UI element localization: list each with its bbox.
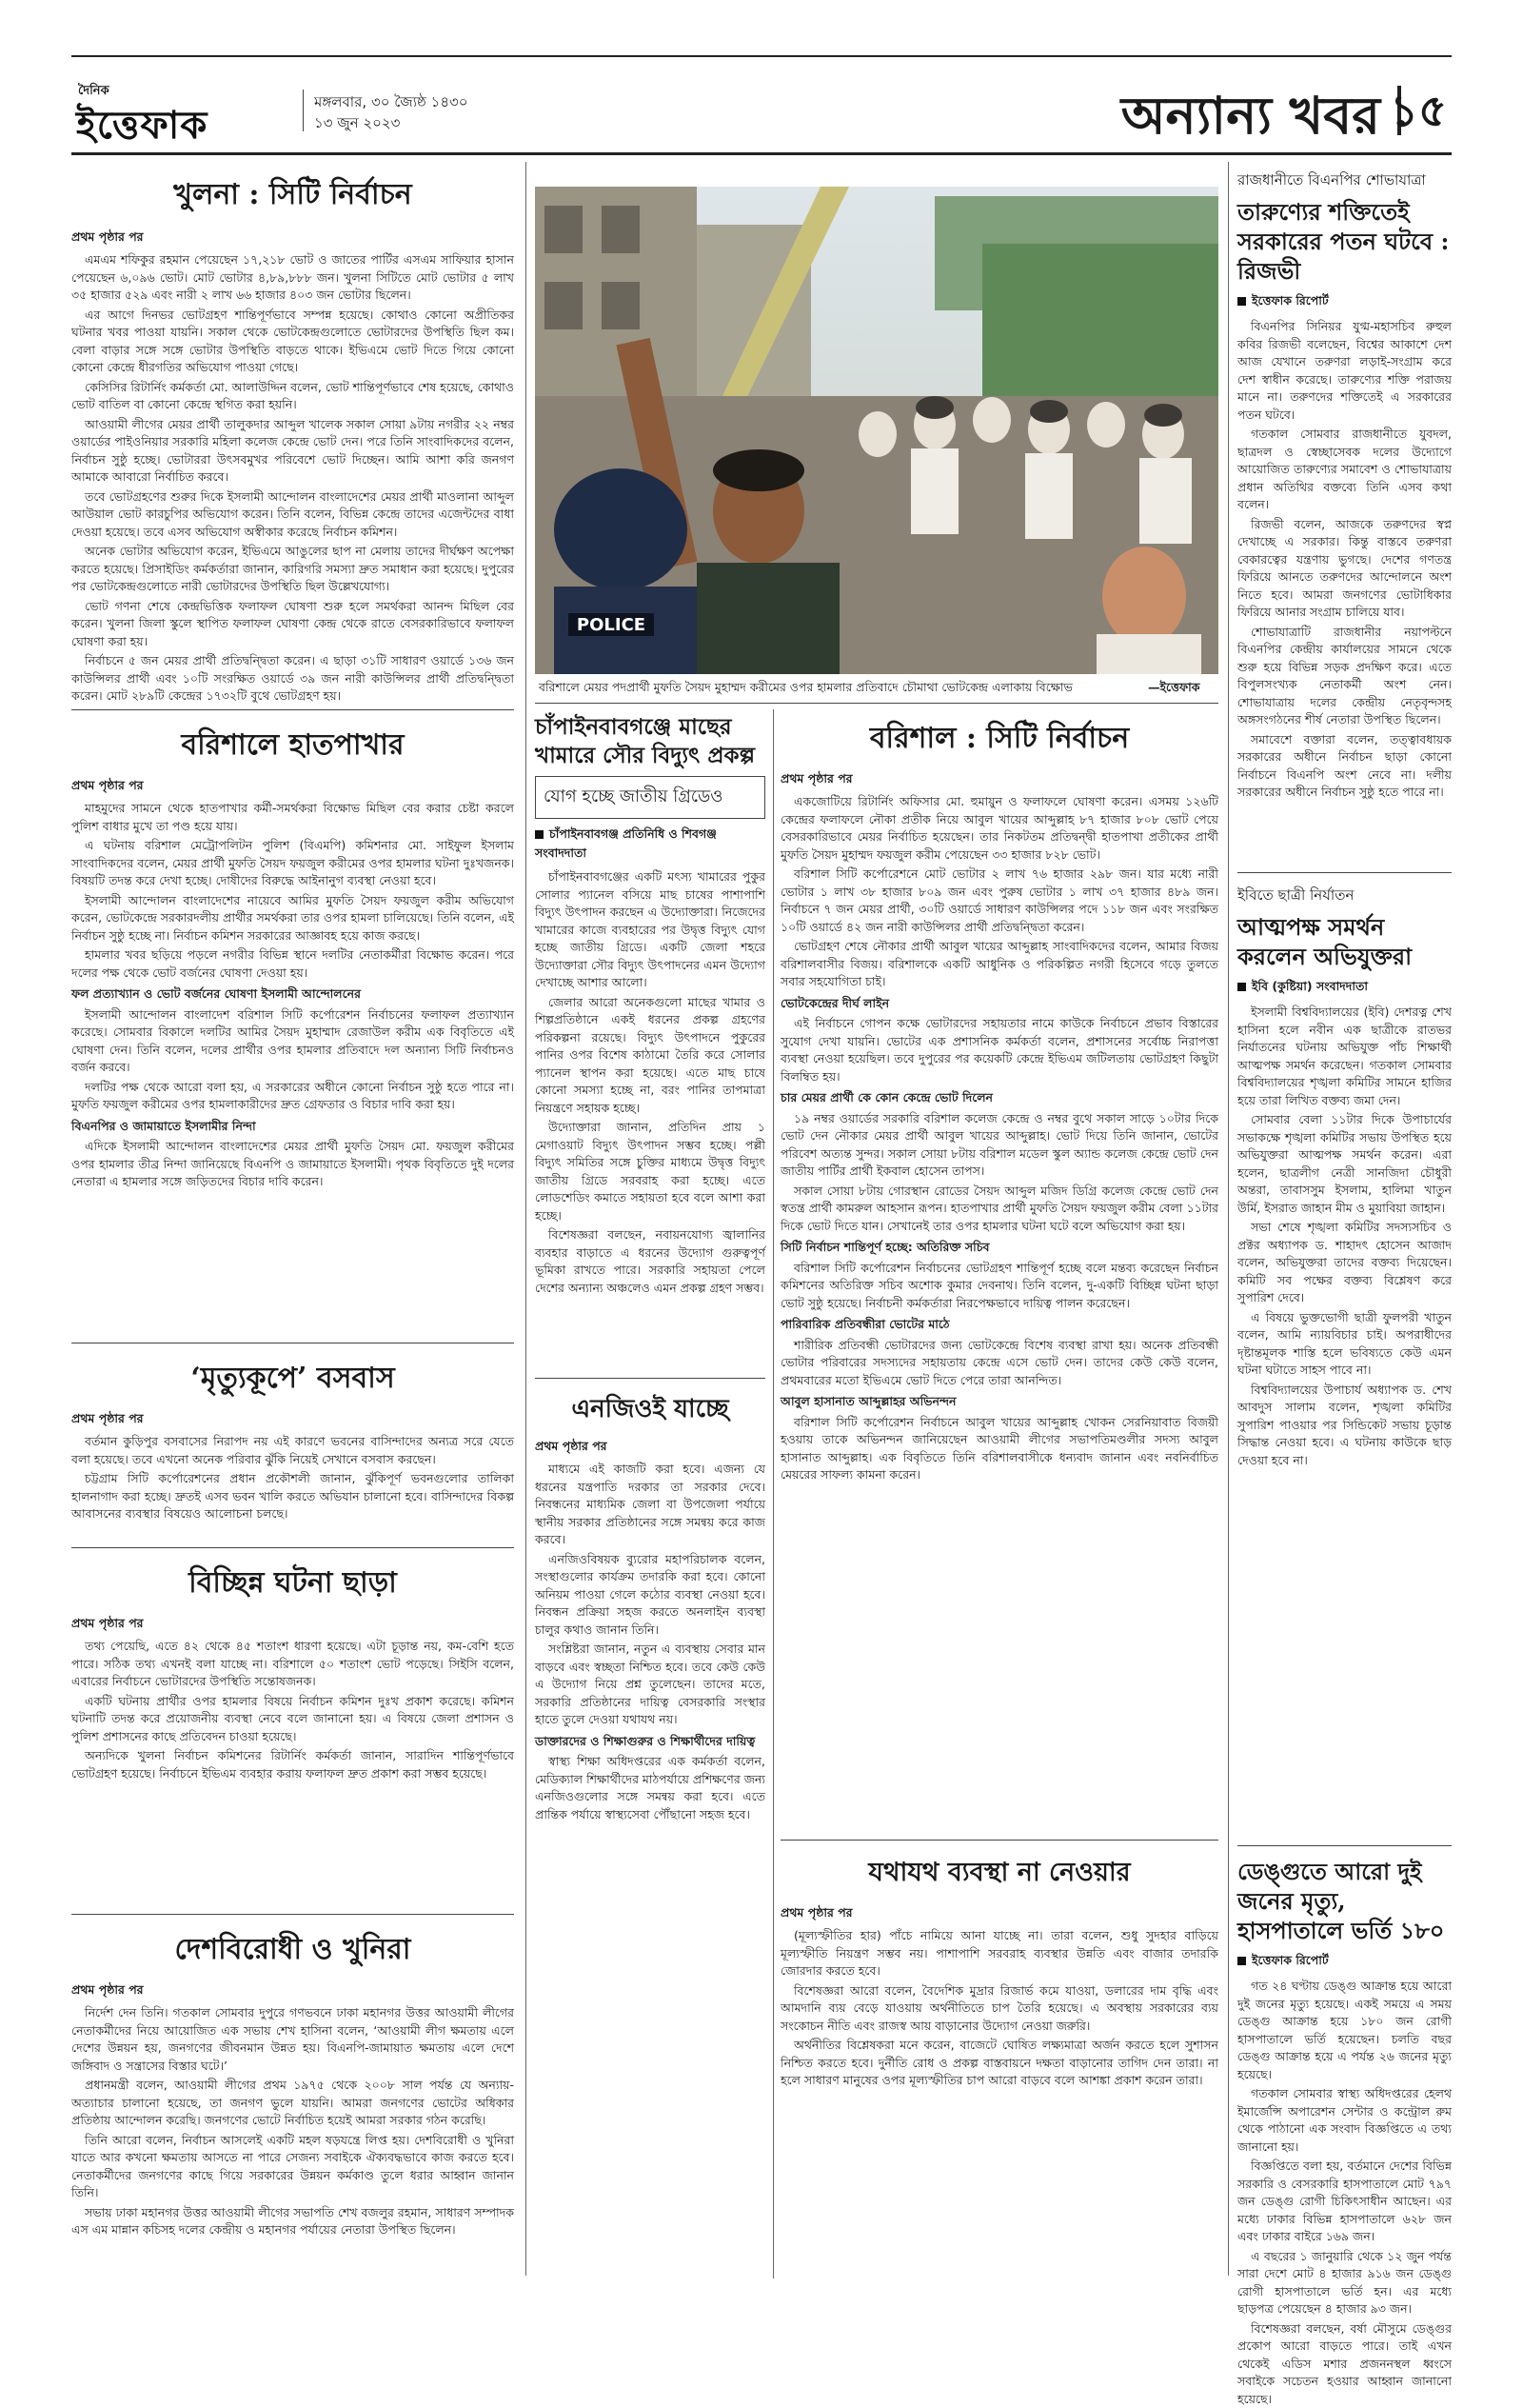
- paragraph: এ বিষয়ে ভুক্তভোগী ছাত্রী ফুলপরী খাতুন বলেন, আমি ন্যায়বিচার চাই। অপরাধীদের দৃষ্টান্তমূলক শাস্তি হলে ভবিষ্যতে কেউ এমন ঘটনা ঘটাতে সাহস পাবে না।: [1237, 1309, 1452, 1380]
- logo-small-text: দৈনিক: [78, 82, 109, 102]
- paragraph: গত ২৪ ঘণ্টায় ডেঙ্গু আক্রান্ত হয়ে আরো দুই জনের মৃত্যু হয়েছে। একই সময়ে এ সময় ডেঙ্গু আক্রান্ত হয়ে ১৮০ জন রোগী হাসপাতালে ভর্তি হয়েছেন। চলতি বছর ডেঙ্গু আক্রান্ত হয়ে এ পর্যন্ত ২৬ জনের মৃত্যু হয়েছে।: [1237, 1978, 1452, 2083]
- paragraph: সমাবেশে বক্তারা বলেন, তত্ত্বাবধায়ক সরকারের অধীনে নির্বাচন ছাড়া কোনো নির্বাচনে বিএনপি অংশ নেবে না। দলীয় সরকারের অধীনে নির্বাচন সুষ্ঠু হতে পারে না।: [1237, 731, 1452, 802]
- paragraph: গতকাল সোমবার রাজধানীতে যুবদল, ছাত্রদল ও স্বেচ্ছাসেবক দলের উদ্যোগে আয়োজিত তারুণ্যের সমাবেশ ও শোভাযাত্রায় প্রধান অতিথির বক্তব্যে তিনি এসব কথা বলেন।: [1237, 426, 1452, 514]
- police-vest-text: POLICE: [577, 615, 645, 635]
- paragraph: অনেক ভোটার অভিযোগ করেন, ইভিএমে আঙুলের ছাপ না মেলায় তাদের দীর্ঘক্ষণ অপেক্ষা করতে হয়েছে। প্রিসাইডিং কর্মকর্তারা জানান, কারিগরি সমস্যা দ্রুত সমাধান করা হয়েছে। দুপুরের পর ভোটকেন্দ্রগুলোতে নারী ভোটারদের উপস্থিতি ছিল উল্লেখযোগ্য।: [71, 543, 514, 596]
- body-solar: [535, 868, 765, 1344]
- paragraph: এমএম শফিকুর রহমান পেয়েছেন ১৭,২১৮ ভোট ও জাতের পার্টির এসএম সাফিয়ার হাসান পেয়েছেন ৬,০৯৬ ভোট। মোট ভোটার ৪,৮৯,৮৮৮ জন। খুলনা সিটিতে মোট ভোটার ৫ লাখ ৩৫ হাজার ৫২৯ এবং নারী ২ লাখ ৬৬ হাজার ৪০৩ জন ভোটার ছিলেন।: [71, 251, 514, 305]
- paragraph: ১৯ নম্বর ওয়ার্ডের সরকারি বরিশাল কলেজ কেন্দ্রে ও নম্বর বুথে সকাল সাড়ে ১০টার দিকে ভোট দেন নৌকার মেয়র প্রার্থী আবুল খায়ের আব্দুল্লাহ। ভোট দিয়ে তিনি জানান, ভোটের পরিবেশ অত্যন্ত সুন্দর। সকাল সোয়া ৮টায় বরিশাল মডেল স্কুল অ্যান্ড কলেজ কেন্দ্রে ভোট দেন জাতীয় পার্টির প্রার্থী ইকবাল হোসেন তাপস।: [781, 1110, 1218, 1181]
- kicker-death-well: প্রথম পৃষ্ঠার পর: [71, 1411, 514, 1430]
- square-bullet-icon: [1237, 983, 1246, 991]
- left-column: [71, 162, 514, 2285]
- body-treason: [71, 2004, 514, 2239]
- paragraph: ইসলামী বিশ্ববিদ্যালয়ের (ইবি) দেশরত্ন শেখ হাসিনা হলে নবীন এক ছাত্রীকে রাতভর নির্যাতনের ঘটনায় অভিযুক্ত পাঁচ শিক্ষার্থী আত্মপক্ষ সমর্থন করেছেন। গতকাল সোমবার বিশ্ববিদ্যালয়ের শৃঙ্খলা কমিটির সামনে হাজির হয়ে তারা লিখিত বক্তব্য জমা দেন।: [1237, 1004, 1452, 1109]
- paragraph: বরিশাল সিটি কর্পোরেশন নির্বাচনে আবুল খায়ের আব্দুল্লাহ খোকন সেরনিয়াবাত বিজয়ী হওয়ায় তাকে অভিনন্দন জানিয়েছেন আওয়ামী লীগের সভাপতিমণ্ডলীর সদস্য আবুল হাসানাত আব্দুল্লাহ। এক বিবৃতিতে তিনি বরিশালবাসীকে ধন্যবাদ জানান এবং নবনির্বাচিত মেয়রের সাফল্য কামনা করেন।: [781, 1414, 1218, 1484]
- divider: [781, 1840, 1218, 1841]
- paragraph: এই নির্বাচনে গোপন কক্ষে ভোটারদের সহায়তার নামে কাউকে নির্বাচনে প্রভাব বিস্তারের সুযোগ দেখা যায়নি। ভোটের এক প্রশাসনিক কর্মকর্তা বলেন, প্রশাসনের সর্বোচ্চ নিরাপত্তা ব্যবস্থা নেওয়া হয়েছিল। তবে দুপুরের পর কয়েকটি কেন্দ্রে ইভিএম জটিলতায় ভোটগ্রহণ কিছুটা বিলম্বিত হয়।: [781, 1015, 1218, 1085]
- dateline-en: ১৩ জুন ২০২৩: [314, 112, 400, 136]
- paragraph: বিশেষজ্ঞরা বলছেন, বর্ষা মৌসুমে ডেঙ্গুর প্রকোপ আরো বাড়তে পারে। তাই এখন থেকেই এডিস মশার প্রজননস্থল ধ্বংসে সবাইকে সচেতন হওয়ার আহ্বান জানানো হয়েছে।: [1237, 2320, 1452, 2408]
- byline-ibi: [1237, 979, 1452, 998]
- paragraph: শারীরিক প্রতিবন্ধী ভোটারদের জন্য ভোটকেন্দ্রে বিশেষ ব্যবস্থা রাখা হয়। অনেক প্রতিবন্ধী ভোটার পরিবারের সদস্যদের সহায়তায় কেন্দ্রে এসে ভোট দেন। তাদের কেউ কেউ বলেন, প্রথমবারের মতো ইভিএমে ভোট দিতে পেরে তারা আনন্দিত।: [781, 1337, 1218, 1390]
- subhead: বিএনপির ও জামায়াতে ইসলামীর নিন্দা: [71, 1118, 514, 1136]
- paragraph: (মূল্যস্ফীতির হার) পাঁচে নামিয়ে আনা যাচ্ছে না। তারা বলেন, শুধু সুদহার বাড়িয়ে মূল্যস্ফীতি নিয়ন্ত্রণ সম্ভব নয়। পাশাপাশি সরবরাহ ব্যবস্থার উন্নতি এবং বাজার তদারকি জোরদার করতে হবে।: [781, 1927, 1218, 1980]
- paragraph: অর্থনীতির বিশ্লেষকরা মনে করেন, বাজেটে ঘোষিত লক্ষ্যমাত্রা অর্জন করতে হলে সুশাসন নিশ্চিত করতে হবে। দুর্নীতি রোধ ও প্রকল্প বাস্তবায়নে দক্ষতা বাড়ানোর তাগিদ দেন তারা। না হলে সাধারণ মানুষের ওপর মূল্যস্ফীতির চাপ আরো বাড়বে বলে আশঙ্কা প্রকাশ করেন তারা।: [781, 2037, 1218, 2090]
- paragraph: নির্দেশ দেন তিনি। গতকাল সোমবার দুপুরে গণভবনে ঢাকা মহানগর উত্তর আওয়ামী লীগের নেতাকর্মীদের নিয়ে আয়োজিত এক সভায় শেখ হাসিনা বলেন, ‘আওয়ামী লীগ ক্ষমতায় এলে দেশের উন্নয়ন হয়, জনগণের জীবনমান উন্নত হয়। বিএনপি-জামায়াত ক্ষমতায় এলে দেশে জঙ্গিবাদ ও সন্ত্রাসের বিস্তার ঘটে।’: [71, 2004, 514, 2075]
- paragraph: আওয়ামী লীগের মেয়র প্রার্থী তালুকদার আব্দুল খালেক সকাল সোয়া ৯টায় নগরীর ২২ নম্বর ওয়ার্ডের পাইওনিয়ার সরকারি মহিলা কলেজ কেন্দ্রে ভোট দেন। পরে তিনি সাংবাদিকদের বলেন, নির্বাচন সুষ্ঠু হচ্ছে। ভোটাররা উৎসবমুখর পরিবেশে ভোট দিচ্ছেন। আমি আশা করি জনগণ আমাকে আবারো নির্বাচিত করবে।: [71, 416, 514, 487]
- masthead-bottom-rule: [71, 152, 1452, 155]
- headline-proper-measures: যথাযথ ব্যবস্থা না নেওয়ার: [781, 1853, 1218, 1896]
- paragraph: সকাল সোয়া ৮টায় গোরস্থান রোডের সৈয়দ আব্দুল মজিদ ডিগ্রি কলেজ কেন্দ্রে ভোট দেন স্বতন্ত্র প্রার্থী কামরুল আহসান রূপন। হাতপাখার প্রার্থী মুফতি সৈয়দ ফয়জুল করীম বেলা ১১টার দিকে ভোট দিতে যান। সেখানেই তার ওপর হামলার ঘটনা ঘটে বলে অভিযোগ করা হয়।: [781, 1183, 1218, 1236]
- article-treason: [71, 1919, 514, 2285]
- divider: [535, 703, 1218, 704]
- paragraph: হামলার খবর ছড়িয়ে পড়লে নগরীর বিভিন্ন স্থানে দলটির নেতাকর্মীরা বিক্ষোভ করেন। পরে দলের পক্ষ থেকে ভোট বর্জনের ঘোষণা দেওয়া হয়।: [71, 946, 514, 982]
- headline-ngo: এনজিওই যাচ্ছে: [535, 1389, 765, 1431]
- column-rule: [1228, 162, 1229, 2276]
- article-khulna: [71, 171, 514, 714]
- column-rule: [773, 709, 774, 2279]
- article-proper-measures: [781, 1845, 1218, 2279]
- kicker-scattered: প্রথম পৃষ্ঠার পর: [71, 1616, 514, 1635]
- paragraph: বিজ্ঞপ্তিতে বলা হয়, বর্তমানে দেশের বিভিন্ন সরকারি ও বেসরকারি হাসপাতালে মোট ৭৯৭ জন ডেঙ্গু রোগী চিকিৎসাধীন আছেন। এর মধ্যে ঢাকার বিভিন্ন হাসপাতালে ৬২৮ জন এবং ঢাকার বাইরে ১৬৯ জন।: [1237, 2158, 1452, 2246]
- paragraph: মাহমুদের সামনে থেকে হাতপাখার কর্মী-সমর্থকরা বিক্ষোভ মিছিল বের করার চেষ্টা করলে পুলিশ বাধার মুখে তা পণ্ড হয়ে যায়।: [71, 800, 514, 835]
- paragraph: নির্বাচনে ৫ জন মেয়র প্রার্থী প্রতিদ্বন্দ্বিতা করেন। এ ছাড়া ৩১টি সাধারণ ওয়ার্ডে ১৩৬ জন কাউন্সিলর প্রার্থী এবং ১০টি সংরক্ষিত ওয়ার্ডে ৩৯ জন নারী কাউন্সিলর প্রার্থী প্রতিদ্বন্দ্বিতা করেন। মোট ২৮৯টি কেন্দ্রের ১৭৩২টি বুথে ভোটগ্রহণ হয়।: [71, 652, 514, 706]
- paragraph: বিএনপির সিনিয়র যুগ্ম-মহাসচিব রুহুল কবির রিজভী বলেছেন, বিশ্বের আকাশে দেশ আজ যেখানে তরুণরা লড়াই-সংগ্রাম করে দেশ স্বাধীন করেছে। তারুণ্যের শক্তি পরাজয় মানে না। তরুণদের শক্তিতেই এ সরকারের পতন ঘটবে।: [1237, 318, 1452, 424]
- paragraph: বিশেষজ্ঞরা আরো বলেন, বৈদেশিক মুদ্রার রিজার্ভ কমে যাওয়া, ডলারের দাম বৃদ্ধি এবং আমদানি ব্যয় বেড়ে যাওয়ায় অর্থনীতিতে চাপ তৈরি হয়েছে। এ অবস্থায় সরকারের ব্যয় সংকোচন নীতি এবং রাজস্ব আয় বাড়ানোর উদ্যোগ নেওয়া জরুরি।: [781, 1982, 1218, 2036]
- photo-credit: —ইত্তেফাক: [1148, 680, 1199, 699]
- kicker-ibi: ইবিতে ছাত্রী নির্যাতন: [1237, 885, 1452, 908]
- paragraph: জেলার আরো অনেকগুলো মাছের খামার ও শিল্পপ্রতিষ্ঠানে একই ধরনের প্রকল্প গ্রহণের পরিকল্পনা রয়েছে। বিদ্যুৎ উৎপাদনে পুকুরের পানির ওপর বিশেষ কাঠামো তৈরি করে সোলার প্যানেল স্থাপন করা হয়েছে। এতে মাছ চাষে কোনো সমস্যা হচ্ছে না, বরং পানির তাপমাত্রা নিয়ন্ত্রণে সহায়ক হচ্ছে।: [535, 994, 765, 1118]
- body-barishal-city: [781, 793, 1218, 1484]
- subhead: ভোটকেন্দ্রের দীর্ঘ লাইন: [781, 995, 1218, 1013]
- paragraph: মাধ্যমে এই কাজটি করা হবে। এজন্য যে ধরনের যন্ত্রপাতি দরকার তা সরকার দেবে। নিবন্ধনের মাধ্যমিক জেলা বা উপজেলা পর্যায়ে স্থানীয় সরকার প্রতিষ্ঠানের সঙ্গে সমন্বয় করে কাজ করবে।: [535, 1461, 765, 1549]
- paragraph: বরিশাল সিটি কর্পোরেশন নির্বাচনের ভোটগ্রহণ শান্তিপূর্ণ হচ্ছে বলে মন্তব্য করেছেন নির্বাচন কমিশনের অতিরিক্ত সচিব অশোক কুমার দেবনাথ। তিনি বলেন, দু-একটি বিচ্ছিন্ন ঘটনা ছাড়া ভোট সুষ্ঠু হয়েছে। নির্বাচনী কর্মকর্তারা নিরপেক্ষভাবে দায়িত্ব পালন করেছেন।: [781, 1260, 1218, 1313]
- subhead: সিটি নির্বাচন শান্তিপূর্ণ হচ্ছে: অতিরিক্ত সচিব: [781, 1239, 1218, 1257]
- article-barishal-fan: [71, 714, 514, 1338]
- kicker-proper-measures: প্রথম পৃষ্ঠার পর: [781, 1905, 1218, 1924]
- byline-text: ইত্তেফাক রিপোর্ট: [1252, 293, 1329, 308]
- headline-barishal-city: বরিশাল : সিটি নির্বাচন: [781, 715, 1218, 764]
- page-number: ১৫: [1390, 78, 1447, 150]
- kicker-treason: প্রথম পৃষ্ঠার পর: [71, 1982, 514, 2001]
- body-ibi: [1237, 1004, 1452, 1469]
- byline-text: ইবি (কুষ্টিয়া) সংবাদদাতা: [1252, 979, 1368, 993]
- paragraph: প্রধানমন্ত্রী বলেন, আওয়ামী লীগের প্রথম ১৯৭৫ থেকে ২০০৮ সাল পর্যন্ত যে অন্যায়-অত্যাচার চালানো হয়েছে, তা জনগণ ভুলে যায়নি। আমরা জনগণের ভোটের অধিকার প্রতিষ্ঠায় আন্দোলন করেছি। জনগণের ভোটে নির্বাচিত হয়েই আমরা সরকার গঠন করেছি।: [71, 2077, 514, 2130]
- subhead: ডাক্তারদের ও শিক্ষাগুরুর ও শিক্ষার্থীদের দায়িত্ব: [535, 1733, 765, 1751]
- byline-dengue: [1237, 1953, 1452, 1972]
- headline-treason: দেশবিরোধী ও খুনিরা: [71, 1926, 514, 1975]
- headline-solar: চাঁপাইনবাবগঞ্জে মাছের খামারে সৌর বিদ্যুৎ প্রকল্প: [535, 713, 765, 770]
- paragraph: এ ঘটনায় বরিশাল মেট্রোপলিটন পুলিশ (বিএমপি) কমিশনার মো. সাইফুল ইসলাম সাংবাদিকদের বলেন, মেয়র প্রার্থী মুফতি সৈয়দ ফয়জুল করীমের ওপর হামলার ঘটনা দুঃখজনক। বিষয়টি তদন্ত করে দেখা হচ্ছে। দোষীদের বিরুদ্ধে আইনানুগ ব্যবস্থা নেওয়া হবে।: [71, 837, 514, 890]
- paragraph: এর আগে দিনভর ভোটগ্রহণ শান্তিপূর্ণভাবে সম্পন্ন হয়েছে। কোথাও কোনো অপ্রীতিকর ঘটনার খবর পাওয়া যায়নি। সকাল থেকে ভোটকেন্দ্রগুলোতে ভোটারদের উপস্থিতি ছিল কম। বেলা বাড়ার সঙ্গে সঙ্গে ভোটার উপস্থিতি বাড়তে থাকে। ইভিএমে ভোট দিতে গিয়ে কোনো কোনো কেন্দ্রে ধীরগতির অভিযোগ পাওয়া গেছে।: [71, 307, 514, 377]
- square-bullet-icon: [1237, 297, 1246, 306]
- top-rule: [71, 55, 1452, 57]
- byline-bnp: [1237, 293, 1452, 312]
- dateline-bn: মঙ্গলবার, ৩০ জ্যৈষ্ঠ ১৪৩০: [314, 91, 468, 115]
- paragraph: বরিশাল সিটি কর্পোরেশনে মোট ভোটার ২ লাখ ৭৬ হাজার ২৯৮ জন। যার মধ্যে নারী ভোটার ১ লাখ ৩৮ হাজার ৮০৯ জন এবং পুরুষ ভোটার ১ লাখ ৩৭ হাজার ৪৮৯ জন। নির্বাচনে ৭ জন মেয়র প্রার্থী, ৩০টি ওয়ার্ডে সাধারণ কাউন্সিলর পদে ১১৮ জন এবং সংরক্ষিত ১০টি ওয়ার্ডে ৪২ জন নারী কাউন্সিলর প্রার্থী প্রতিদ্বন্দ্বিতা করেন।: [781, 866, 1218, 936]
- headline-khulna: খুলনা : সিটি নির্বাচন: [71, 171, 514, 220]
- headline-barishal-fan: বরিশালে হাতপাখার: [71, 722, 514, 770]
- paragraph: এনজিওবিষয়ক ব্যুরোর মহাপরিচালক বলেন, সংস্থাগুলোর কার্যক্রম তদারকি করা হবে। কোনো অনিয়ম পাওয়া গেলে কঠোর ব্যবস্থা নেওয়া হবে। নিবন্ধন প্রক্রিয়া সহজ করতে অনলাইন ব্যবস্থা চালুর কথাও জানান তিনি।: [535, 1551, 765, 1640]
- protest-photo-illustration: [535, 187, 1218, 674]
- article-ibi: [1237, 879, 1452, 1841]
- right-column: [1237, 169, 1452, 2279]
- body-dengue: [1237, 1978, 1452, 2408]
- kicker-barishal-city: প্রথম পৃষ্ঠার পর: [781, 771, 1218, 790]
- section-title: অন্যান্য খবর: [1121, 76, 1380, 162]
- paragraph: ভোট গণনা শেষে কেন্দ্রভিত্তিক ফলাফল ঘোষণা শুরু হলে সমর্থকরা আনন্দ মিছিল বের করেন। খুলনা জিলা স্কুলে স্থাপিত ফলাফল ঘোষণা কেন্দ্র থেকে রাতে বেসরকারিভাবে ফলাফল ঘোষণা করা হয়।: [71, 598, 514, 651]
- paragraph: ভোটগ্রহণ শেষে নৌকার প্রার্থী আবুল খায়ের আব্দুল্লাহ সাংবাদিকদের বলেন, আমার বিজয় বরিশালবাসীর বিজয়। বরিশালকে একটি আধুনিক ও পরিকল্পিত নগরী হিসেবে গড়ে তুলতে সবার সহযোগিতা চাই।: [781, 938, 1218, 991]
- body-ngo: [535, 1461, 765, 1823]
- article-bnp: [1237, 169, 1452, 869]
- column-rule: [525, 162, 526, 2276]
- article-dengue: [1237, 1853, 1452, 2277]
- kicker-khulna: প্রথম পৃষ্ঠার পর: [71, 229, 514, 249]
- masthead-divider: [303, 90, 304, 131]
- paragraph: বিশ্ববিদ্যালয়ের উপাচার্য অধ্যাপক ড. শেখ আবদুস সালাম বলেন, শৃঙ্খলা কমিটির সুপারিশ পাওয়ার পর সিন্ডিকেট সভায় চূড়ান্ত সিদ্ধান্ত নেওয়া হবে। এ ঘটনায় কাউকে ছাড় দেওয়া হবে না।: [1237, 1382, 1452, 1470]
- paragraph: শোভাযাত্রাটি রাজধানীর নয়াপল্টনে বিএনপির কেন্দ্রীয় কার্যালয়ের সামনে থেকে শুরু হয়ে বিভিন্ন সড়ক প্রদক্ষিণ করে। এতে বিপুলসংখ্যক নেতাকর্মী অংশ নেন। শোভাযাত্রায় দলের কেন্দ্রীয় নেতৃবৃন্দসহ অঙ্গসংগঠনের শীর্ষ নেতারা উপস্থিত ছিলেন।: [1237, 624, 1452, 729]
- subhead: আবুল হাসানাত আব্দুল্লাহর অভিনন্দন: [781, 1393, 1218, 1411]
- byline-text: চাঁপাইনবাবগঞ্জ প্রতিনিধি ও শিবগঞ্জ সংবাদদাতা: [535, 826, 717, 860]
- subhead: চার মেয়র প্রার্থী কে কোন কেন্দ্রে ভোট দিলেন: [781, 1089, 1218, 1107]
- paragraph: স্বাস্থ্য শিক্ষা অধিদপ্তরের এক কর্মকর্তা বলেন, মেডিক্যাল শিক্ষার্থীদের মাঠপর্যায়ে প্রশিক্ষণের জন্য এনজিওগুলোর সঙ্গে সমন্বয় করা হবে। এতে প্রান্তিক পর্যায়ে স্বাস্থ্যসেবা পৌঁছানো সহজ হবে।: [535, 1753, 765, 1823]
- paragraph: এদিকে ইসলামী আন্দোলন বাংলাদেশের মেয়র প্রার্থী মুফতি সৈয়দ মো. ফয়জুল করীমের ওপর হামলার তীব্র নিন্দা জানিয়েছে বিএনপি ও জামায়াতে ইসলামী। পৃথক বিবৃতিতে দুই দলের নেতারা এ হামলার সঙ্গে জড়িতদের বিচার দাবি করেন।: [71, 1138, 514, 1191]
- subhead: ফল প্রত্যাখ্যান ও ভোট বর্জনের ঘোষণা ইসলামী আন্দোলনের: [71, 985, 514, 1004]
- headline-bnp: তারুণ্যের শক্তিতেই সরকারের পতন ঘটবে : রিজভী: [1237, 197, 1452, 286]
- paragraph: সংশ্লিষ্টরা জানান, নতুন এ ব্যবস্থায় সেবার মান বাড়বে এবং স্বচ্ছতা নিশ্চিত হবে। তবে কেউ কেউ এ উদ্যোগ নিয়ে প্রশ্ন তুলেছেন। তাদের মতে, সরকারি প্রতিষ্ঠানের দায়িত্ব বেসরকারি সংস্থার হাতে তুলে দেওয়া যথাযথ নয়।: [535, 1641, 765, 1729]
- headline-death-well: ‘মৃত্যুকূপে’ বসবাস: [71, 1355, 514, 1403]
- paragraph: গতকাল সোমবার স্বাস্থ্য অধিদপ্তরের হেলথ ইমার্জেন্সি অপারেশন সেন্টার ও কন্ট্রোল রুম থেকে পাঠানো এক সংবাদ বিজ্ঞপ্তিতে এ তথ্য জানানো হয়।: [1237, 2085, 1452, 2156]
- paragraph: সোমবার বেলা ১১টার দিকে উপাচার্যের সভাকক্ষে শৃঙ্খলা কমিটির সভায় উপস্থিত হয়ে অভিযুক্তরা আত্মপক্ষ সমর্থন করেন। এরা হলেন, ছাত্রলীগ নেত্রী সানজিদা চৌধুরী অন্তরা, তাবাসসুম ইসলাম, হালিমা খাতুন উর্মি, ইসরাত জাহান মীম ও মুয়াবিয়া জাহান।: [1237, 1111, 1452, 1217]
- photo-caption: বরিশালে মেয়র পদপ্রার্থী মুফতি সৈয়দ মুহাম্মদ করীমের ওপর হামলার প্রতিবাদে চৌমাথা ভোটকেন্দ্র এলাকায় বিক্ষোভ: [539, 680, 1129, 699]
- paragraph: দলটির পক্ষ থেকে আরো বলা হয়, এ সরকারের অধীনে কোনো নির্বাচন সুষ্ঠু হতে পারে না। মুফতি ফয়জুল করীমের ওপর হামলাকারীদের দ্রুত গ্রেফতার ও বিচার দাবি করা হয়।: [71, 1079, 514, 1114]
- paragraph: চাঁপাইনবাবগঞ্জের একটি মৎস্য খামারের পুকুর সোলার প্যানেল বসিয়ে মাছ চাষের পাশাপাশি বিদ্যুৎ উৎপাদন করছেন এ উদ্যোক্তারা। নিজেদের খামারের কাজে ব্যবহারের পর উদ্বৃত্ত বিদ্যুৎ যোগ হচ্ছে জাতীয় গ্রিডে। একটি জেলা শহরে উদ্যোক্তারা সৌর বিদ্যুৎ উৎপাদনের এমন উদ্যোগ দেখাচ্ছে আশার আলো।: [535, 868, 765, 992]
- center-right-column: [781, 709, 1218, 1928]
- body-barishal-fan: [71, 800, 514, 1191]
- divider: [535, 1378, 765, 1379]
- kicker-bnp: রাজধানীতে বিএনপির শোভাযাত্রা: [1237, 169, 1452, 193]
- paragraph: তবে ভোটগ্রহণের শুরুর দিকে ইসলামী আন্দোলন বাংলাদেশের মেয়র প্রার্থী মাওলানা আব্দুল আউয়াল ভোট কারচুপির অভিযোগ করেন। তিনি বলেন, বিভিন্ন কেন্দ্রে তাদের এজেন্টদের বাধা দেওয়া হয়েছে। তবে এসব অভিযোগ অস্বীকার করেছে নির্বাচন কমিশন।: [71, 488, 514, 542]
- article-death-well: [71, 1347, 514, 1542]
- logo-text: ইত্তেফাক: [76, 95, 208, 159]
- paragraph: বর্তমান কুড়িপুর বসবাসের নিরাপদ নয় এই কারণে ভবনের বাসিন্দাদের অন্যত্র সরে যেতে বলা হয়েছে। তবে এখনো অনেক পরিবার ঝুঁকি নিয়েই সেখানে বসবাস করছেন।: [71, 1433, 514, 1468]
- paragraph: একজোটিয়ে রিটার্নিং অফিসার মো. হুমায়ুন ও ফলাফলে ঘোষণা করেন। এসময় ১২৬টি কেন্দ্রের ফলাফলে নৌকা প্রতীক নিয়ে আবুল খায়ের আব্দুল্লাহ ৮৭ হাজার ৮০৮ ভোট পেয়ে বেসরকারিভাবে মেয়র নির্বাচিত হয়েছেন। তার নিকটতম প্রতিদ্বন্দ্বী হাতপাখা প্রতীকের প্রার্থী মুফতি সৈয়দ মুহাম্মদ ফয়জুল করীম পেয়েছেন ৩৩ হাজার ৮২৮ ভোট।: [781, 793, 1218, 864]
- paragraph: তিনি আরো বলেন, নির্বাচন আসলেই একটি মহল ষড়যন্ত্রে লিপ্ত হয়। দেশবিরোধী ও খুনিরা যাতে আর কখনো ক্ষমতায় আসতে না পারে সেজন্য সবাইকে ঐক্যবদ্ধভাবে কাজ করতে হবে। নেতাকর্মীদের জনগণের কাছে গিয়ে সরকারের উন্নয়ন কর্মকাণ্ড তুলে ধরার আহ্বান জানান তিনি।: [71, 2132, 514, 2202]
- subhead: পারিবারিক প্রতিবন্ধীরা ভোটের মাঠে: [781, 1316, 1218, 1334]
- divider: [1237, 1845, 1452, 1846]
- center-left-column: [535, 709, 765, 2279]
- divider: [71, 1914, 514, 1915]
- byline-text: ইত্তেফাক রিপোর্ট: [1252, 1953, 1329, 1967]
- body-bnp: [1237, 318, 1452, 802]
- headline-ibi: আত্মপক্ষ সমর্থন করলেন অভিযুক্তরা: [1237, 912, 1452, 971]
- article-ngo: [535, 1385, 765, 2271]
- paragraph: চট্টগ্রাম সিটি কর্পোরেশনের প্রধান প্রকৌশলী জানান, ঝুঁকিপূর্ণ ভবনগুলোর তালিকা হালনাগাদ করা হচ্ছে। দ্রুতই এসব ভবন খালি করতে অভিযান চালানো হবে। বাসিন্দাদের বিকল্প আবাসনের ব্যবস্থার বিষয়েও আলোচনা চলছে।: [71, 1470, 514, 1523]
- body-proper-measures: [781, 1927, 1218, 2090]
- paragraph: সভায় ঢাকা মহানগর উত্তর আওয়ামী লীগের সভাপতি শেখ বজলুর রহমান, সাধারণ সম্পাদক এস এম মান্নান কচিসহ দলের কেন্দ্রীয় ও মহানগর পর্যায়ের নেতারা উপস্থিত ছিলেন।: [71, 2204, 514, 2239]
- square-bullet-icon: [1237, 1957, 1246, 1965]
- paragraph: বিশেষজ্ঞরা বলছেন, নবায়নযোগ্য জ্বালানির ব্যবহার বাড়াতে এ ধরনের উদ্যোগ গুরুত্বপূর্ণ ভূমিকা রাখতে পারে। সরকারি সহায়তা পেলে দেশের অন্যান্য অঞ্চলেও এমন প্রকল্প গ্রহণ সম্ভব।: [535, 1226, 765, 1297]
- paragraph: একটি ঘটনায় প্রার্থীর ওপর হামলার বিষয়ে নির্বাচন কমিশন দুঃখ প্রকাশ করেছে। কমিশন ঘটনাটি তদন্ত করে প্রয়োজনীয় ব্যবস্থা নেবে বলে জানানো হয়। এ বিষয়ে জেলা প্রশাসন ও পুলিশ প্রশাসনের কাছে প্রতিবেদন চাওয়া হয়েছে।: [71, 1693, 514, 1746]
- kicker-barishal-fan: প্রথম পৃষ্ঠার পর: [71, 778, 514, 797]
- paragraph: কেসিসির রিটার্নিং কর্মকর্তা মো. আলাউদ্দিন বলেন, ভোট শান্তিপূর্ণভাবে শেষ হয়েছে, কোথাও ভোট বাতিল বা কোনো কেন্দ্রে স্থগিত করা হয়নি।: [71, 379, 514, 414]
- deck-solar: যোগ হচ্ছে জাতীয় গ্রিডেও: [535, 776, 765, 819]
- paragraph: ইসলামী আন্দোলন বাংলাদেশের নায়েবে আমির মুফতি সৈয়দ ফয়জুল করীম অভিযোগ করেন, ভোটকেন্দ্রে সরকারদলীয় প্রার্থীর সমর্থকরা তার ওপর হামলা চালিয়েছে। তিনি বলেন, এই নির্বাচন সুষ্ঠু হচ্ছে না। নির্বাচন কমিশন সরকারের আজ্ঞাবহ হয়ে কাজ করছে।: [71, 892, 514, 945]
- body-death-well: [71, 1433, 514, 1523]
- paragraph: সভা শেষে শৃঙ্খলা কমিটির সদস্যসচিব ও প্রক্টর অধ্যাপক ড. শাহাদৎ হোসেন আজাদ বলেন, অভিযুক্তরা তাদের বক্তব্য দিয়েছেন। কমিটি সব পক্ষের বক্তব্য বিশ্লেষণ করে সুপারিশ দেবে।: [1237, 1219, 1452, 1307]
- paragraph: এ বছরের ১ জানুয়ারি থেকে ১২ জুন পর্যন্ত সারা দেশে মোট ৪ হাজার ৯১৬ জন ডেঙ্গু রোগী হাসপাতালে ভর্তি হন। এর মধ্যে ছাড়পত্র পেয়েছেন ৪ হাজার ৯৩ জন।: [1237, 2248, 1452, 2318]
- headline-dengue: ডেঙ্গুতে আরো দুই জনের মৃত্যু, হাসপাতালে ভর্তি ১৮০: [1237, 1857, 1452, 1945]
- paragraph: তথ্য পেয়েছি, এতে ৪২ থেকে ৪৫ শতাংশ ধারণা হয়েছে। এটা চূড়ান্ত নয়, কম-বেশি হতে পারে। সঠিক তথ্য এখনই বলা যাচ্ছে না। বরিশালে ৫০ শতাংশ ভোট পড়েছে। সিইসি বলেন, এবারের নির্বাচনে ভোটারদের উপস্থিতি সন্তোষজনক।: [71, 1638, 514, 1691]
- divider: [71, 1547, 514, 1548]
- body-scattered: [71, 1638, 514, 1782]
- paragraph: রিজভী বলেন, আজকে তরুণদের স্বপ্ন দেখাচ্ছে এ সরকার। কিন্তু বাস্তবে তরুণরা বেকারত্বের যন্ত্রণায় ভুগছে। দেশের গণতন্ত্র ফিরিয়ে আনতে তরুণদের আন্দোলনে অংশ নিতে হবে। আমরা জনগণের ভোটাধিকার ফিরিয়ে আনার সংগ্রাম চালিয়ে যাব।: [1237, 516, 1452, 622]
- paragraph: উদ্যোক্তারা জানান, প্রতিদিন প্রায় ১ মেগাওয়াট বিদ্যুৎ উৎপাদন সম্ভব হচ্ছে। পল্লী বিদ্যুৎ সমিতির সঙ্গে চুক্তির মাধ্যমে উদ্বৃত্ত বিদ্যুৎ জাতীয় গ্রিডে সরবরাহ করা হচ্ছে। এতে লোডশেডিং কমাতে সহায়তা হবে বলে আশা করা হচ্ছে।: [535, 1119, 765, 1224]
- article-scattered: [71, 1552, 514, 1909]
- paragraph: অন্যদিকে খুলনা নির্বাচন কমিশনের রিটার্নিং কর্মকর্তা জানান, সারাদিন শান্তিপূর্ণভাবে ভোটগ্রহণ হয়েছে। নির্বাচনে ইভিএম ব্যবহার করায় ফলাফল দ্রুত প্রকাশ করা সম্ভব হয়েছে।: [71, 1747, 514, 1782]
- divider: [71, 709, 514, 710]
- body-khulna: [71, 251, 514, 706]
- byline-solar: [535, 826, 765, 865]
- newspaper-logo: [76, 84, 271, 141]
- kicker-ngo: প্রথম পৃষ্ঠার পর: [535, 1439, 765, 1458]
- divider: [1237, 872, 1452, 873]
- headline-scattered: বিচ্ছিন্ন ঘটনা ছাড়া: [71, 1560, 514, 1608]
- paragraph: ইসলামী আন্দোলন বাংলাদেশ বরিশাল সিটি কর্পোরেশন নির্বাচনের ফলাফল প্রত্যাখ্যান করেছে। সোমবার বিকালে দলটির আমির সৈয়দ মুহাম্মাদ রেজাউল করীম এক বিবৃতিতে এই ঘোষণা দেন। তিনি বলেন, দলের প্রার্থীর ওপর হামলার প্রতিবাদে দল অন্যান্য সিটি নির্বাচনও বর্জন করবে।: [71, 1006, 514, 1077]
- news-photo-protest: [535, 187, 1218, 674]
- square-bullet-icon: [535, 830, 544, 839]
